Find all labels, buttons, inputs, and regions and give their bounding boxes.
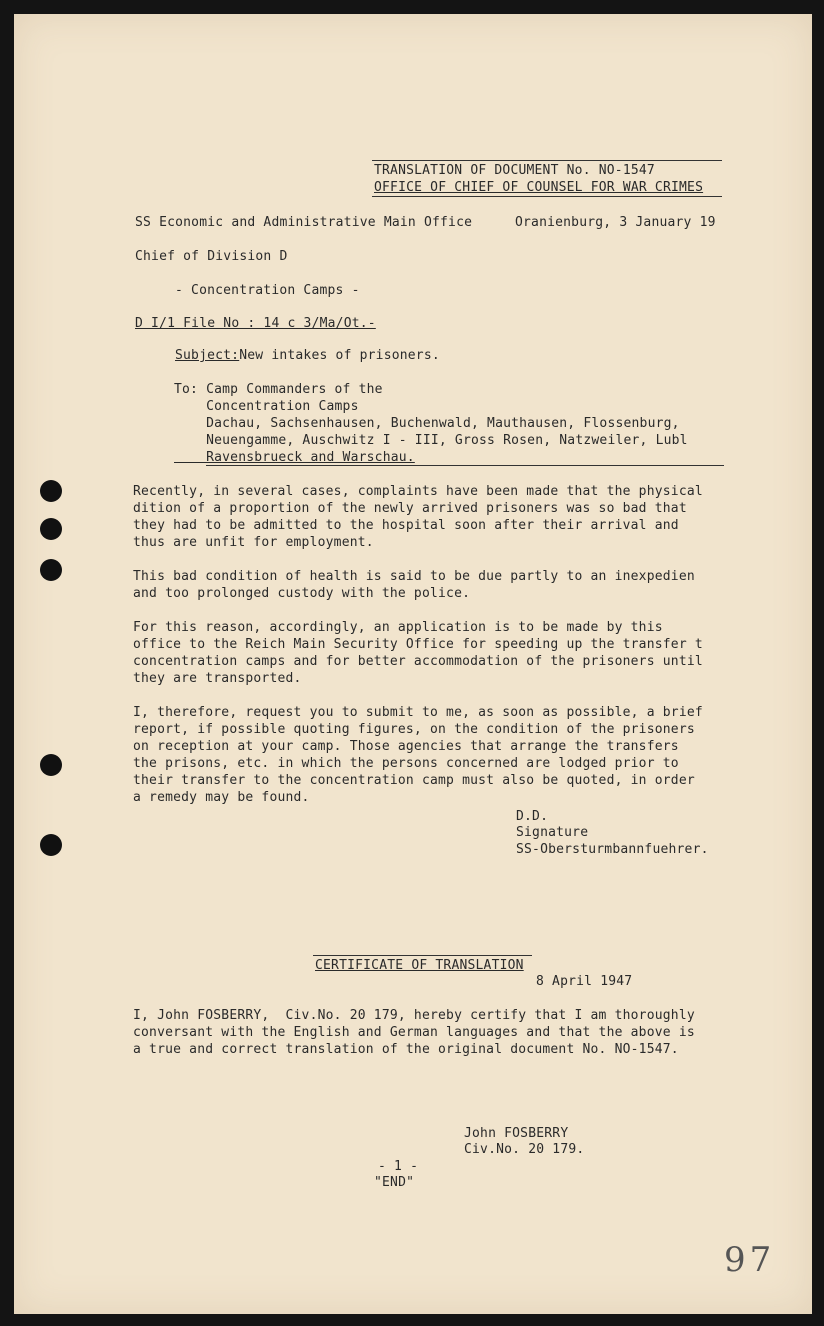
translation-header: TRANSLATION OF DOCUMENT No. NO-1547 — [374, 163, 655, 178]
body-line: they had to be admitted to the hospital soon after their arrival and — [133, 518, 679, 533]
body-line: thus are unfit for employment. — [133, 535, 374, 550]
certificate-date: 8 April 1947 — [536, 974, 633, 989]
punch-hole — [40, 518, 62, 540]
certificate-title: CERTIFICATE OF TRANSLATION — [315, 958, 524, 973]
body-line: and too prolonged custody with the police. — [133, 586, 471, 601]
body-line: concentration camps and for better accommodation of the prisoners until — [133, 654, 703, 669]
body-line: office to the Reich Main Security Office for speeding up the transfer t — [133, 637, 703, 652]
recipients-line: Ravensbrueck and Warschau. — [174, 450, 415, 465]
body-line: Recently, in several cases, complaints have been made that the physical — [133, 484, 703, 499]
division-chief: Chief of Division D — [135, 249, 288, 264]
body-line: For this reason, accordingly, an application is to be made by this — [133, 620, 663, 635]
place-date: Oranienburg, 3 January 19 — [515, 215, 716, 230]
body-line: their transfer to the concentration camp must also be quoted, in order — [133, 773, 695, 788]
punch-hole — [40, 480, 62, 502]
recipients-line: Neuengamme, Auschwitz I - III, Gross Rosen, Natzweiler, Lubl — [174, 433, 688, 448]
file-number: D I/1 File No : 14 c 3/Ma/Ot.- — [135, 316, 376, 331]
body-line: report, if possible quoting figures, on the condition of the prisoners — [133, 722, 695, 737]
body-line: This bad condition of health is said to be due partly to an inexpedien — [133, 569, 695, 584]
signature-dd: D.D. — [516, 809, 549, 824]
signature-label: Signature — [516, 825, 589, 840]
certificate-line: a true and correct translation of the original document No. NO-1547. — [133, 1042, 679, 1057]
punch-hole — [40, 754, 62, 776]
body-line: I, therefore, request you to submit to me, as soon as possible, a brief — [133, 705, 703, 720]
body-line: they are transported. — [133, 671, 302, 686]
body-line: on reception at your camp. Those agencies that arrange the transfers — [133, 739, 679, 754]
recipients-line: Dachau, Sachsenhausen, Buchenwald, Mauthausen, Flossenburg, — [174, 416, 680, 431]
subject-text: New intakes of prisoners. — [239, 348, 440, 363]
subject-line — [175, 347, 440, 364]
division-name: - Concentration Camps - — [175, 283, 360, 298]
signature-rank: SS-Obersturmbannfuehrer. — [516, 842, 709, 857]
body-line: the prisons, etc. in which the persons concerned are lodged prior to — [133, 756, 679, 771]
punch-hole — [40, 559, 62, 581]
counsel-header: OFFICE OF CHIEF OF COUNSEL FOR WAR CRIMES — [374, 180, 704, 195]
punch-hole — [40, 834, 62, 856]
page-number: - 1 - — [378, 1159, 419, 1174]
handwritten-page-number: 97 — [724, 1240, 776, 1280]
body-line: dition of a proportion of the newly arrived prisoners was so bad that — [133, 501, 687, 516]
translator-civ-no: Civ.No. 20 179. — [464, 1142, 585, 1157]
end-marker: "END" — [374, 1175, 415, 1190]
sender-office: SS Economic and Administrative Main Office — [135, 215, 473, 230]
body-line: a remedy may be found. — [133, 790, 310, 805]
recipients-line: Concentration Camps — [174, 399, 359, 414]
subject-label: Subject: — [175, 348, 240, 363]
recipients-line: To: Camp Commanders of the — [174, 382, 383, 397]
translator-name: John FOSBERRY — [464, 1126, 569, 1141]
certificate-line: conversant with the English and German languages and that the above is — [133, 1025, 695, 1040]
certificate-line: I, John FOSBERRY, Civ.No. 20 179, hereby certify that I am thoroughly — [133, 1008, 695, 1023]
